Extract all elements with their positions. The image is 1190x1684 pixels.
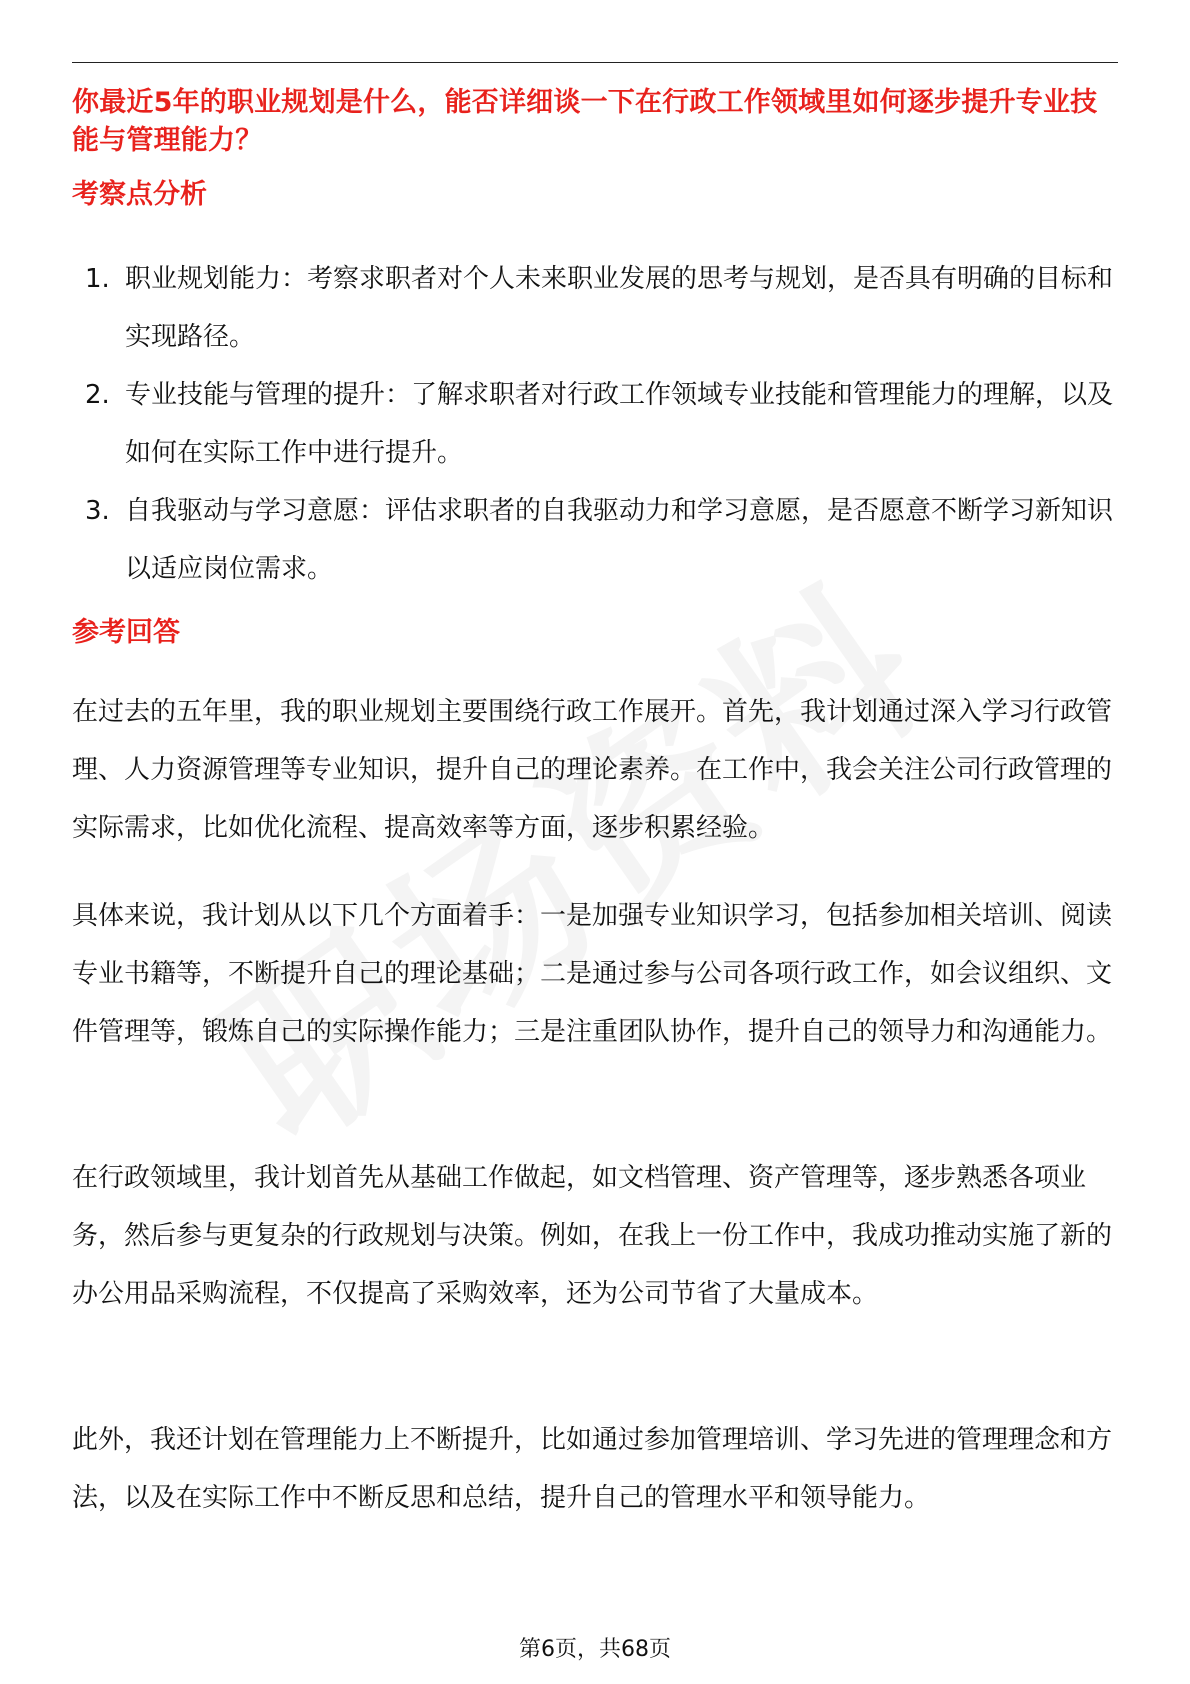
analysis-item-number: 2.: [85, 380, 110, 410]
answer-paragraph: 此外，我还计划在管理能力上不断提升，比如通过参加管理培训、学习先进的管理理念和方法，以及在实际工作中不断反思和总结，提升自己的管理水平和领导能力。: [72, 1425, 1113, 1513]
answer-heading: 参考回答: [72, 617, 180, 648]
interview-question: 你最近5年的职业规划是什么，能否详细谈一下在行政工作领域里如何逐步提升专业技能与管理能力？: [72, 87, 1098, 156]
answer-paragraph: 具体来说，我计划从以下几个方面着手：一是加强专业知识学习，包括参加相关培训、阅读专业书籍等，不断提升自己的理论基础；二是通过参与公司各项行政工作，如会议组织、文件管理等，锻炼自己的实际操作能力；三是注重团队协作，提升自己的领导力和沟通能力。: [72, 901, 1113, 1047]
analysis-item: [72, 482, 1118, 598]
answer-paragraph: 在过去的五年里，我的职业规划主要围绕行政工作展开。首先，我计划通过深入学习行政管理、人力资源管理等专业知识，提升自己的理论素养。在工作中，我会关注公司行政管理的实际需求，比如优化流程、提高效率等方面，逐步积累经验。: [72, 697, 1113, 843]
analysis-item-number: 1.: [85, 264, 110, 294]
answer-paragraph: 在行政领域里，我计划首先从基础工作做起，如文档管理、资产管理等，逐步熟悉各项业务，然后参与更复杂的行政规划与决策。例如，在我上一份工作中，我成功推动实施了新的办公用品采购流程，不仅提高了采购效率，还为公司节省了大量成本。: [72, 1163, 1113, 1309]
analysis-item: [72, 250, 1118, 366]
analysis-heading: 考察点分析: [72, 179, 207, 210]
analysis-item-text: 职业规划能力：考察求职者对个人未来职业发展的思考与规划，是否具有明确的目标和实现路径。: [125, 264, 1114, 352]
analysis-item-number: 3.: [85, 496, 110, 526]
analysis-item: [72, 366, 1118, 482]
analysis-item-text: 专业技能与管理的提升：了解求职者对行政工作领域专业技能和管理能力的理解，以及如何在实际工作中进行提升。: [125, 380, 1114, 468]
page-number: 第6页，共68页: [519, 1637, 671, 1662]
analysis-item-text: 自我驱动与学习意愿：评估求职者的自我驱动力和学习意愿，是否愿意不断学习新知识以适应岗位需求。: [125, 496, 1114, 584]
top-divider: [72, 62, 1118, 63]
analysis-list: [72, 250, 1118, 598]
